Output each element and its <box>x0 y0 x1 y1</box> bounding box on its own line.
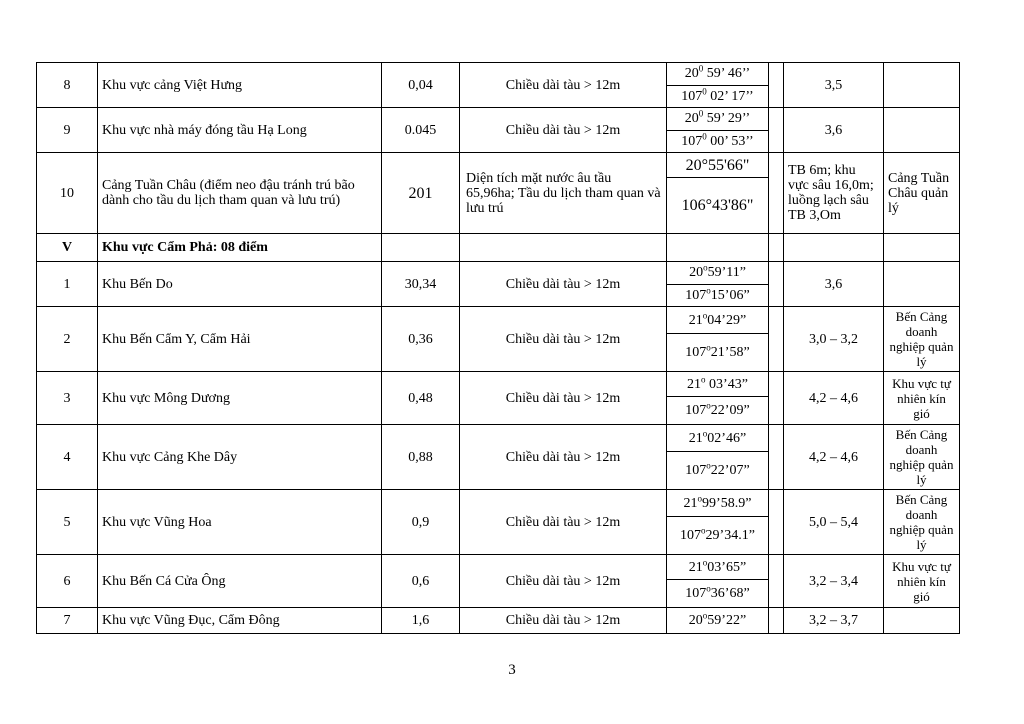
note-cell <box>884 608 960 634</box>
depth-value: 5,0 – 5,4 <box>784 490 884 555</box>
table-row <box>37 608 960 634</box>
condition-text: Chiều dài tàu > 12m <box>460 307 667 372</box>
longitude-cell: $107^0$ 02’ 17’’ <box>667 85 769 108</box>
latitude-cell: $20^0$ 59’ 29’’ <box>667 108 769 131</box>
location-name: Khu vực Mông Dương <box>98 372 382 425</box>
area-value: 0,9 <box>382 490 460 555</box>
section-title: Khu vực Cẩm Phả: 08 điểm <box>98 234 382 262</box>
latitude-cell: 21$^o$04’29” <box>667 307 769 334</box>
table-row <box>37 490 960 517</box>
location-name: Cảng Tuần Châu (điểm neo đậu tránh trú bão dành cho tầu du lịch tham quan và lưu trú) <box>98 153 382 234</box>
row-number: 8 <box>37 63 98 108</box>
depth-value: 3,5 <box>784 63 884 108</box>
page-number: 3 <box>508 662 516 678</box>
latitude-cell: 21$^o$02’46” <box>667 425 769 452</box>
row-number: 6 <box>37 555 98 608</box>
location-name: Khu Bến Cá Cửa Ông <box>98 555 382 608</box>
area-value: 0,48 <box>382 372 460 425</box>
section-header-row <box>37 234 960 262</box>
depth-value: TB 6m; khu vực sâu 16,0m; luồng lạch sâu TB 3,Om <box>784 153 884 234</box>
longitude-cell: 107$^o$29’34.1” <box>667 517 769 555</box>
table-row <box>37 63 960 86</box>
note-cell: Khu vực tự nhiên kín gió <box>884 555 960 608</box>
area-value: 0,88 <box>382 425 460 490</box>
condition-text: Chiều dài tàu > 12m <box>460 63 667 108</box>
area-value: 0,04 <box>382 63 460 108</box>
latitude-cell: 21$^o$99’58.9” <box>667 490 769 517</box>
depth-value: 3,0 – 3,2 <box>784 307 884 372</box>
row-number: 5 <box>37 490 98 555</box>
condition-text: Chiều dài tàu > 12m <box>460 425 667 490</box>
note-cell <box>884 63 960 108</box>
note-cell <box>884 262 960 307</box>
table-row <box>37 307 960 334</box>
row-number: 9 <box>37 108 98 153</box>
area-value: 0.045 <box>382 108 460 153</box>
longitude-cell: 107$^o$21’58” <box>667 334 769 372</box>
area-value: 0,36 <box>382 307 460 372</box>
location-name: Khu vực Cảng Khe Dây <box>98 425 382 490</box>
depth-value: 3,2 – 3,4 <box>784 555 884 608</box>
note-cell: Cảng Tuần Châu quản lý <box>884 153 960 234</box>
table-row <box>37 425 960 452</box>
note-cell: Bến Cảng doanh nghiệp quản lý <box>884 307 960 372</box>
note-cell: Bến Cảng doanh nghiệp quản lý <box>884 490 960 555</box>
area-value: 1,6 <box>382 608 460 634</box>
row-number: 7 <box>37 608 98 634</box>
location-name: Khu Bến Do <box>98 262 382 307</box>
anchorage-table <box>36 62 960 634</box>
longitude-cell: 106°43'86" <box>667 178 769 234</box>
note-cell: Khu vực tự nhiên kín gió <box>884 372 960 425</box>
condition-text: Chiều dài tàu > 12m <box>460 108 667 153</box>
table-row <box>37 372 960 397</box>
table-row <box>37 555 960 580</box>
longitude-cell: $107^0$ 00’ 53’’ <box>667 130 769 153</box>
longitude-cell: 107$^o$22’07” <box>667 452 769 490</box>
depth-value: 3,6 <box>784 108 884 153</box>
longitude-cell: 107$^o$22’09” <box>667 397 769 425</box>
condition-text: Chiều dài tàu > 12m <box>460 490 667 555</box>
area-value: 201 <box>382 153 460 234</box>
condition-text: Chiều dài tàu > 12m <box>460 555 667 608</box>
location-name: Khu vực Vũng Hoa <box>98 490 382 555</box>
area-value: 0,6 <box>382 555 460 608</box>
longitude-cell: 107$^o$36’68” <box>667 580 769 608</box>
condition-text: Diện tích mặt nước âu tầu 65,96ha; Tầu du lịch tham quan và lưu trú <box>460 153 667 234</box>
condition-text: Chiều dài tàu > 12m <box>460 608 667 634</box>
location-name: Khu vực Vũng Đục, Cẩm Đông <box>98 608 382 634</box>
condition-text: Chiều dài tàu > 12m <box>460 262 667 307</box>
latitude-cell: 21$^o$03’65” <box>667 555 769 580</box>
latitude-cell: 21$^o$ 03’43” <box>667 372 769 397</box>
location-name: Khu vực nhà máy đóng tầu Hạ Long <box>98 108 382 153</box>
section-number: V <box>37 234 98 262</box>
row-number: 1 <box>37 262 98 307</box>
area-value: 30,34 <box>382 262 460 307</box>
latitude-cell: 20°55'66" <box>667 153 769 178</box>
note-cell <box>884 108 960 153</box>
latitude-cell: 20$^o$59’11” <box>667 262 769 285</box>
table-row <box>37 108 960 131</box>
row-number: 10 <box>37 153 98 234</box>
depth-value: 3,2 – 3,7 <box>784 608 884 634</box>
row-number: 3 <box>37 372 98 425</box>
table-row <box>37 153 960 178</box>
location-name: Khu vực cảng Việt Hưng <box>98 63 382 108</box>
depth-value: 3,6 <box>784 262 884 307</box>
note-cell: Bến Cảng doanh nghiệp quản lý <box>884 425 960 490</box>
longitude-cell: 107$^o$15’06” <box>667 284 769 307</box>
row-number: 2 <box>37 307 98 372</box>
table-row <box>37 262 960 285</box>
latitude-cell: 20$^o$59’22” <box>667 608 769 634</box>
depth-value: 4,2 – 4,6 <box>784 425 884 490</box>
location-name: Khu Bến Cẩm Y, Cẩm Hải <box>98 307 382 372</box>
depth-value: 4,2 – 4,6 <box>784 372 884 425</box>
condition-text: Chiều dài tàu > 12m <box>460 372 667 425</box>
latitude-cell: $20^0$ 59’ 46’’ <box>667 63 769 86</box>
row-number: 4 <box>37 425 98 490</box>
